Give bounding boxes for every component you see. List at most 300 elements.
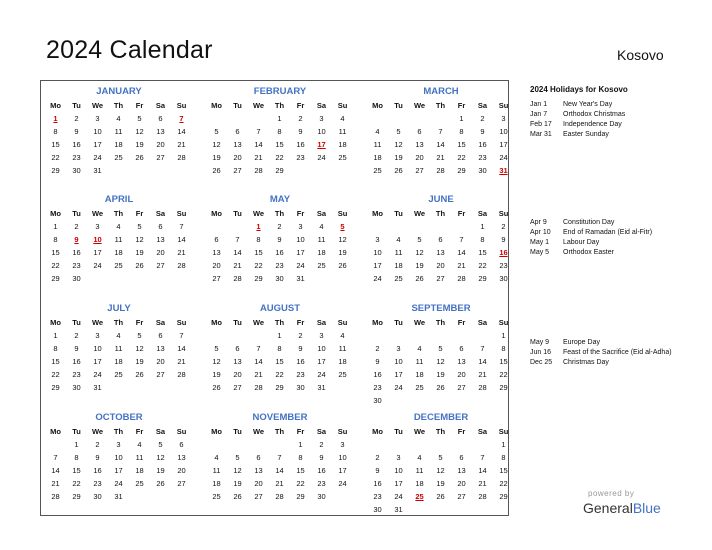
empty-cell xyxy=(129,490,150,503)
empty-cell xyxy=(248,438,269,451)
day-cell: 1 xyxy=(53,222,58,231)
day-cell: 6 xyxy=(417,127,422,137)
month-name: JULY xyxy=(107,303,131,314)
day-cell: 12 xyxy=(338,235,347,245)
day-cell: 14 xyxy=(275,466,284,476)
weekday-label: Tu xyxy=(394,318,403,327)
weekday-label: Sa xyxy=(477,209,488,218)
day-cell: 13 xyxy=(233,140,242,150)
day-cell: 11 xyxy=(415,357,424,367)
week-row xyxy=(367,329,515,342)
day-cell: 16 xyxy=(72,357,81,367)
day-cell: 11 xyxy=(114,127,123,137)
weekday-label: We xyxy=(252,209,265,218)
weekday-label: Su xyxy=(337,101,348,110)
holiday-group xyxy=(530,100,690,140)
day-cell: 8 xyxy=(501,453,506,463)
week-row xyxy=(367,125,515,138)
day-cell: 15 xyxy=(51,248,60,258)
empty-cell xyxy=(367,438,388,451)
week-row xyxy=(206,233,354,246)
day-cell: 12 xyxy=(415,248,424,258)
day-cell: 1 xyxy=(501,440,506,449)
day-cell: 4 xyxy=(116,114,121,123)
holiday-item xyxy=(530,110,690,120)
empty-cell xyxy=(227,329,248,342)
weekday-label: Th xyxy=(113,318,124,327)
day-cell: 9 xyxy=(95,453,100,463)
day-cell: 18 xyxy=(394,261,403,271)
day-cell: 26 xyxy=(415,274,424,284)
day-cell: 16 xyxy=(275,248,284,258)
empty-cell xyxy=(332,490,353,503)
day-cell: 14 xyxy=(233,248,242,258)
day-cell: 11 xyxy=(212,466,221,476)
day-cell: 26 xyxy=(394,166,403,176)
holiday-item xyxy=(530,338,690,348)
empty-cell xyxy=(493,503,514,516)
empty-cell xyxy=(150,164,171,177)
day-cell: 4 xyxy=(375,127,380,137)
weekday-label: Sa xyxy=(316,318,327,327)
day-cell: 22 xyxy=(478,261,487,271)
weekday-label: Su xyxy=(176,209,187,218)
day-cell: 8 xyxy=(298,453,303,463)
day-cell: 27 xyxy=(233,383,242,393)
day-cell: 30 xyxy=(373,396,382,406)
day-cell: 30 xyxy=(275,274,284,284)
empty-cell xyxy=(171,272,192,285)
holiday-item xyxy=(530,348,690,358)
weekday-label: We xyxy=(91,209,104,218)
day-cell: 20 xyxy=(212,261,221,271)
day-cell: 6 xyxy=(179,440,184,449)
holiday-group xyxy=(530,338,690,368)
day-cell: 25 xyxy=(317,261,326,271)
week-row xyxy=(367,451,515,464)
day-cell: 23 xyxy=(499,261,508,271)
week-row xyxy=(45,112,193,125)
weekday-label: Tu xyxy=(233,209,242,218)
day-cell: 24 xyxy=(93,370,102,380)
day-cell: 19 xyxy=(135,357,144,367)
weekday-label: Sa xyxy=(477,318,488,327)
day-cell: 22 xyxy=(51,370,60,380)
weekday-label: Fr xyxy=(135,318,144,327)
day-cell: 29 xyxy=(457,166,466,176)
day-cell: 2 xyxy=(501,222,506,231)
day-cell: 11 xyxy=(338,127,347,137)
week-row xyxy=(367,259,515,272)
day-cell: 24 xyxy=(394,492,403,502)
week-row xyxy=(206,272,354,285)
weekday-label: Sa xyxy=(316,427,327,436)
day-cell: 29 xyxy=(478,274,487,284)
brand-blue: Blue xyxy=(632,500,661,516)
day-cell: 22 xyxy=(51,153,60,163)
weekday-label: Fr xyxy=(135,101,144,110)
weekday-label: Tu xyxy=(394,427,403,436)
day-cell: 15 xyxy=(275,140,284,150)
day-cell: 12 xyxy=(436,357,445,367)
day-cell: 16 xyxy=(72,140,81,150)
holiday-day-cell: 1 xyxy=(256,222,261,231)
holiday-name: Easter Sunday xyxy=(563,131,609,138)
weekday-label: Tu xyxy=(72,209,81,218)
day-cell: 22 xyxy=(499,479,508,489)
empty-cell xyxy=(493,394,514,407)
empty-cell xyxy=(409,503,430,516)
empty-cell xyxy=(311,164,332,177)
weekday-label: Su xyxy=(176,318,187,327)
empty-cell xyxy=(451,394,472,407)
holiday-day-cell: 10 xyxy=(93,235,102,245)
day-cell: 22 xyxy=(499,370,508,380)
day-cell: 16 xyxy=(373,479,382,489)
week-row xyxy=(367,394,515,407)
empty-cell xyxy=(430,220,451,233)
week-row xyxy=(367,368,515,381)
week-row xyxy=(367,464,515,477)
month-november xyxy=(206,411,354,503)
weekday-label: Mo xyxy=(211,209,222,218)
day-cell: 11 xyxy=(135,453,144,463)
weekday-header xyxy=(45,99,193,112)
week-row xyxy=(206,477,354,490)
day-cell: 20 xyxy=(156,357,165,367)
day-cell: 28 xyxy=(177,370,186,380)
day-cell: 20 xyxy=(156,140,165,150)
day-cell: 15 xyxy=(499,357,508,367)
day-cell: 31 xyxy=(296,274,305,284)
day-cell: 30 xyxy=(317,492,326,502)
day-cell: 26 xyxy=(135,261,144,271)
month-name: MAY xyxy=(269,194,291,205)
day-cell: 6 xyxy=(438,235,443,245)
day-cell: 15 xyxy=(457,140,466,150)
week-row xyxy=(45,342,193,355)
weekday-label: Th xyxy=(274,209,285,218)
day-cell: 2 xyxy=(74,222,79,231)
day-cell: 1 xyxy=(53,331,58,340)
day-cell: 25 xyxy=(373,166,382,176)
day-cell: 1 xyxy=(74,440,79,449)
day-cell: 12 xyxy=(394,140,403,150)
day-cell: 10 xyxy=(317,127,326,137)
day-cell: 28 xyxy=(177,261,186,271)
day-cell: 12 xyxy=(156,453,165,463)
day-cell: 15 xyxy=(499,466,508,476)
empty-cell xyxy=(206,220,227,233)
day-cell: 15 xyxy=(296,466,305,476)
day-cell: 23 xyxy=(373,383,382,393)
weekday-label: Mo xyxy=(50,318,61,327)
month-name: MARCH xyxy=(423,86,459,97)
week-row xyxy=(206,490,354,503)
week-row xyxy=(206,381,354,394)
day-cell: 4 xyxy=(214,453,219,463)
day-cell: 24 xyxy=(373,274,382,284)
week-row xyxy=(367,233,515,246)
weekday-label: Su xyxy=(176,101,187,110)
empty-cell xyxy=(451,220,472,233)
week-row xyxy=(45,272,193,285)
empty-cell xyxy=(108,164,129,177)
weekday-label: Su xyxy=(337,209,348,218)
weekday-label: Su xyxy=(498,209,509,218)
weekday-label: Fr xyxy=(135,209,144,218)
day-cell: 14 xyxy=(177,344,186,354)
weekday-label: Th xyxy=(113,209,124,218)
holiday-day-cell: 5 xyxy=(340,222,345,231)
weekday-label: Mo xyxy=(372,427,383,436)
day-cell: 24 xyxy=(93,261,102,271)
holiday-item xyxy=(530,120,690,130)
day-cell: 5 xyxy=(235,453,240,463)
day-cell: 29 xyxy=(254,274,263,284)
day-cell: 2 xyxy=(277,222,282,231)
holiday-name: New Year's Day xyxy=(563,101,613,108)
weekday-header xyxy=(45,207,193,220)
holiday-item xyxy=(530,248,690,258)
empty-cell xyxy=(388,112,409,125)
weekday-label: Su xyxy=(337,318,348,327)
holiday-name: Labour Day xyxy=(563,239,600,246)
week-row xyxy=(367,490,515,503)
weekday-label: Mo xyxy=(211,318,222,327)
day-cell: 21 xyxy=(457,261,466,271)
day-cell: 28 xyxy=(233,274,242,284)
weekday-label: Sa xyxy=(477,427,488,436)
day-cell: 29 xyxy=(296,492,305,502)
week-row xyxy=(45,259,193,272)
day-cell: 26 xyxy=(212,166,221,176)
week-row xyxy=(206,164,354,177)
weekday-label: Th xyxy=(435,318,446,327)
day-cell: 20 xyxy=(436,261,445,271)
day-cell: 18 xyxy=(317,248,326,258)
day-cell: 10 xyxy=(338,453,347,463)
weekday-label: Sa xyxy=(316,209,327,218)
day-cell: 25 xyxy=(338,370,347,380)
holiday-date: Mar 31 xyxy=(530,131,552,138)
day-cell: 6 xyxy=(235,127,240,137)
week-row xyxy=(206,259,354,272)
week-row xyxy=(45,451,193,464)
day-cell: 6 xyxy=(235,344,240,354)
month-name: AUGUST xyxy=(259,303,301,314)
day-cell: 19 xyxy=(436,370,445,380)
day-cell: 13 xyxy=(457,466,466,476)
day-cell: 4 xyxy=(116,331,121,340)
day-cell: 20 xyxy=(415,153,424,163)
day-cell: 6 xyxy=(158,114,163,123)
day-cell: 13 xyxy=(254,466,263,476)
empty-cell xyxy=(150,381,171,394)
day-cell: 9 xyxy=(319,453,324,463)
day-cell: 12 xyxy=(135,235,144,245)
week-row xyxy=(206,438,354,451)
holiday-date: May 5 xyxy=(530,249,550,256)
day-cell: 4 xyxy=(340,114,345,123)
empty-cell xyxy=(129,164,150,177)
day-cell: 24 xyxy=(317,370,326,380)
weekday-label: Th xyxy=(435,209,446,218)
empty-cell xyxy=(472,503,493,516)
day-cell: 10 xyxy=(114,453,123,463)
weekday-label: Mo xyxy=(372,318,383,327)
day-cell: 9 xyxy=(277,235,282,245)
day-cell: 7 xyxy=(438,127,443,137)
day-cell: 23 xyxy=(93,479,102,489)
day-cell: 30 xyxy=(72,383,81,393)
weekday-label: Mo xyxy=(372,101,383,110)
empty-cell xyxy=(430,112,451,125)
day-cell: 20 xyxy=(233,153,242,163)
holiday-date: Dec 25 xyxy=(530,359,553,366)
month-january xyxy=(45,85,193,177)
holiday-date: Apr 10 xyxy=(530,229,551,236)
day-cell: 24 xyxy=(296,261,305,271)
month-august xyxy=(206,302,354,394)
day-cell: 27 xyxy=(457,383,466,393)
day-cell: 17 xyxy=(317,357,326,367)
day-cell: 11 xyxy=(415,466,424,476)
weekday-label: We xyxy=(413,101,426,110)
day-cell: 2 xyxy=(480,114,485,123)
weekday-header xyxy=(367,316,515,329)
holiday-item xyxy=(530,100,690,110)
holiday-name: End of Ramadan (Eid al-Fitr) xyxy=(563,229,653,236)
weekday-label: Tu xyxy=(394,101,403,110)
day-cell: 16 xyxy=(296,357,305,367)
day-cell: 23 xyxy=(317,479,326,489)
empty-cell xyxy=(388,394,409,407)
weekday-label: Mo xyxy=(211,101,222,110)
weekday-label: Mo xyxy=(50,427,61,436)
day-cell: 13 xyxy=(177,453,186,463)
week-row xyxy=(367,438,515,451)
day-cell: 21 xyxy=(478,370,487,380)
empty-cell xyxy=(45,438,66,451)
day-cell: 22 xyxy=(254,261,263,271)
day-cell: 11 xyxy=(114,344,123,354)
day-cell: 8 xyxy=(53,344,58,354)
empty-cell xyxy=(206,329,227,342)
week-row xyxy=(45,138,193,151)
day-cell: 15 xyxy=(51,357,60,367)
day-cell: 29 xyxy=(275,166,284,176)
day-cell: 9 xyxy=(375,466,380,476)
day-cell: 31 xyxy=(93,166,102,176)
day-cell: 6 xyxy=(158,222,163,231)
day-cell: 14 xyxy=(457,248,466,258)
day-cell: 17 xyxy=(373,261,382,271)
day-cell: 23 xyxy=(296,153,305,163)
day-cell: 25 xyxy=(114,153,123,163)
weekday-label: Mo xyxy=(50,209,61,218)
day-cell: 2 xyxy=(375,453,380,463)
holiday-day-cell: 9 xyxy=(74,235,79,245)
week-row xyxy=(367,246,515,259)
week-row xyxy=(367,112,515,125)
day-cell: 26 xyxy=(156,479,165,489)
day-cell: 27 xyxy=(212,274,221,284)
day-cell: 27 xyxy=(415,166,424,176)
month-september xyxy=(367,302,515,408)
day-cell: 3 xyxy=(396,453,401,463)
day-cell: 25 xyxy=(338,153,347,163)
day-cell: 28 xyxy=(177,153,186,163)
week-row xyxy=(206,464,354,477)
weekday-label: We xyxy=(413,209,426,218)
day-cell: 28 xyxy=(275,492,284,502)
week-row xyxy=(45,329,193,342)
day-cell: 13 xyxy=(156,344,165,354)
day-cell: 10 xyxy=(93,127,102,137)
day-cell: 9 xyxy=(298,344,303,354)
day-cell: 9 xyxy=(74,127,79,137)
day-cell: 27 xyxy=(156,370,165,380)
day-cell: 5 xyxy=(137,114,142,123)
empty-cell xyxy=(472,438,493,451)
day-cell: 5 xyxy=(137,331,142,340)
week-row xyxy=(45,381,193,394)
day-cell: 15 xyxy=(275,357,284,367)
day-cell: 13 xyxy=(156,235,165,245)
day-cell: 10 xyxy=(317,344,326,354)
day-cell: 17 xyxy=(394,479,403,489)
day-cell: 15 xyxy=(254,248,263,258)
weekday-label: We xyxy=(413,318,426,327)
month-name: JUNE xyxy=(428,194,454,205)
weekday-header xyxy=(206,316,354,329)
day-cell: 5 xyxy=(214,127,219,137)
month-july xyxy=(45,302,193,394)
day-cell: 18 xyxy=(114,140,123,150)
day-cell: 18 xyxy=(415,479,424,489)
day-cell: 10 xyxy=(373,248,382,258)
weekday-label: Fr xyxy=(457,427,466,436)
weekday-label: We xyxy=(91,101,104,110)
day-cell: 8 xyxy=(480,235,485,245)
week-row xyxy=(45,355,193,368)
empty-cell xyxy=(409,112,430,125)
day-cell: 14 xyxy=(254,357,263,367)
week-row xyxy=(206,151,354,164)
day-cell: 28 xyxy=(478,383,487,393)
day-cell: 5 xyxy=(438,344,443,354)
day-cell: 23 xyxy=(478,153,487,163)
day-cell: 12 xyxy=(436,466,445,476)
empty-cell xyxy=(388,220,409,233)
month-december xyxy=(367,411,515,517)
day-cell: 3 xyxy=(501,114,506,123)
month-name: SEPTEMBER xyxy=(411,303,471,314)
empty-cell xyxy=(409,394,430,407)
weekday-label: Th xyxy=(274,318,285,327)
weekday-label: Fr xyxy=(135,427,144,436)
empty-cell xyxy=(87,272,108,285)
day-cell: 5 xyxy=(396,127,401,137)
weekday-label: Sa xyxy=(155,318,166,327)
weekday-label: Fr xyxy=(296,427,305,436)
day-cell: 27 xyxy=(156,153,165,163)
day-cell: 21 xyxy=(177,140,186,150)
day-cell: 5 xyxy=(438,453,443,463)
week-row xyxy=(367,503,515,516)
day-cell: 26 xyxy=(135,370,144,380)
